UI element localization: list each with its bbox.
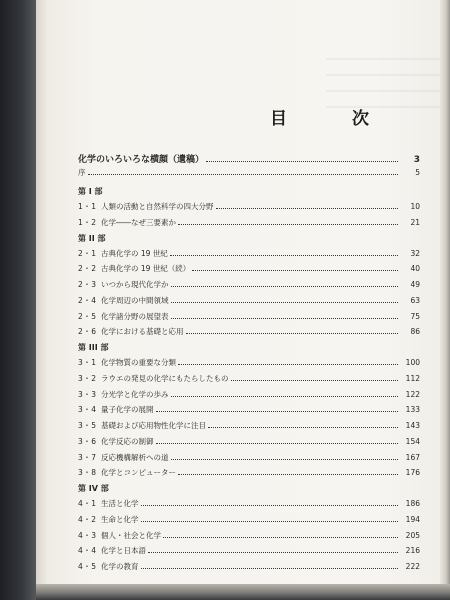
toc-part-label: 第 IV 部 (78, 484, 109, 493)
toc-entry-page: 10 (410, 202, 420, 211)
toc-entry-title: 化学とコンピューター (101, 468, 176, 478)
book-spine-shadow (0, 0, 36, 600)
toc-entry-page: 32 (410, 248, 420, 258)
toc-entry-page: 112 (405, 373, 420, 383)
toc-entry-title: 古典化学の 19 世紀 (101, 248, 168, 258)
toc-entry-title: 化学と日本語 (101, 546, 146, 556)
dot-leader (156, 443, 399, 444)
toc-entry-number: 2・4 (78, 295, 97, 305)
toc-entry-page: 167 (405, 452, 420, 462)
toc-entry-title: 人類の活動と自然科学の四大分野 (101, 202, 214, 211)
toc-entry-number: 3・5 (78, 421, 97, 430)
toc-entry-page: 222 (405, 562, 420, 571)
toc-entry (78, 199, 420, 215)
toc-entry-number: 4・5 (78, 562, 97, 571)
toc-entry-page: 154 (405, 436, 420, 446)
toc-entry-number: 4・4 (78, 546, 97, 556)
toc-entry (78, 355, 420, 371)
toc-entry-number: 1・2 (78, 217, 97, 227)
toc-entry-page: 122 (405, 389, 420, 399)
dot-leader (171, 302, 399, 303)
toc-entry-title: 古典化学の 19 世紀（続） (101, 264, 191, 274)
dot-leader (141, 521, 399, 522)
toc-entry-page: 63 (410, 295, 420, 305)
toc-entry (78, 496, 420, 512)
toc-entry-number: 4・2 (78, 514, 97, 524)
dot-leader (231, 380, 399, 381)
toc-entry-title: 個人・社会と化学 (101, 530, 161, 540)
toc-entry-title: 序 (78, 168, 86, 177)
toc-entry-title: 化学諸分野の展望表 (101, 311, 169, 321)
toc-entry-number: 3・1 (78, 358, 97, 367)
dot-leader (156, 411, 399, 412)
toc-entry-title: 化学反応の制御 (101, 436, 154, 446)
dot-leader (216, 208, 399, 209)
toc-entry-page: 3 (413, 155, 420, 165)
toc-entry-title: 化学の教育 (101, 562, 139, 571)
toc-entry (78, 465, 420, 481)
toc-entry (78, 371, 420, 387)
toc-entry-title: 基礎および応用物性化学に注目 (101, 421, 206, 430)
toc-entry (78, 167, 420, 178)
toc-entry-page: 186 (405, 499, 420, 508)
toc-entry-page: 86 (410, 327, 420, 337)
toc-entry (78, 434, 420, 450)
toc-entry-number: 3・3 (78, 389, 97, 399)
toc-part-heading (78, 340, 420, 355)
dot-leader (141, 568, 399, 569)
toc-part-label: 第 I 部 (78, 187, 103, 196)
dot-leader (171, 286, 399, 287)
toc-entry-title: 生命と化学 (101, 514, 139, 524)
toc-entry-number: 2・5 (78, 311, 97, 321)
toc-entry-number: 1・1 (78, 202, 97, 211)
dot-leader (206, 161, 398, 162)
toc-part-heading (78, 184, 420, 199)
toc-entry (78, 512, 420, 528)
dot-leader (178, 474, 398, 475)
toc-entry-number: 3・4 (78, 405, 97, 415)
toc-entry (78, 154, 420, 167)
toc-entry-number: 2・1 (78, 248, 97, 258)
toc-entry-number: 3・7 (78, 452, 97, 462)
toc-entry-page: 40 (410, 264, 420, 274)
toc-entry-page: 21 (410, 217, 420, 227)
toc-part-label: 第 III 部 (78, 343, 109, 352)
toc-entry (78, 387, 420, 403)
dot-leader (208, 427, 398, 428)
toc-entry (78, 324, 420, 340)
dot-leader (171, 318, 399, 319)
toc-entry-number: 2・2 (78, 264, 97, 274)
toc-entry-page: 176 (405, 468, 420, 478)
toc-entry (78, 261, 420, 277)
toc-entry (78, 450, 420, 466)
dot-leader (148, 552, 398, 553)
toc-entry-page: 5 (415, 168, 420, 177)
toc-entry-page: 100 (405, 358, 420, 367)
toc-entry-page: 49 (410, 280, 420, 289)
toc-entry-page: 75 (410, 311, 420, 321)
toc-entry-page: 194 (405, 514, 420, 524)
toc-entry-title: 生活と化学 (101, 499, 139, 508)
dot-leader (192, 270, 398, 271)
dot-leader (171, 396, 399, 397)
dot-leader (170, 255, 398, 256)
toc-entry-number: 3・2 (78, 373, 97, 383)
toc-part-heading (78, 481, 420, 496)
toc-entry-title: いつから現代化学か (101, 280, 169, 289)
toc-entry-title: 化学周辺の中間領域 (101, 295, 169, 305)
toc-entry-page: 205 (405, 530, 420, 540)
toc-entry (78, 309, 420, 325)
toc-entry (78, 293, 420, 309)
dot-leader (141, 505, 399, 506)
toc-entry-page: 133 (405, 405, 420, 415)
toc-entry (78, 215, 420, 231)
toc-entry (78, 559, 420, 575)
page-bottom-edge (36, 584, 450, 600)
dot-leader (88, 174, 399, 175)
toc-entry-number: 3・6 (78, 436, 97, 446)
toc-entry (78, 418, 420, 434)
dot-leader (178, 364, 398, 365)
toc-entry-number: 4・3 (78, 530, 97, 540)
toc-entry-page: 143 (405, 421, 420, 430)
dot-leader (163, 537, 398, 538)
page-fore-edge (440, 0, 450, 590)
toc-entry-title: 量子化学の展開 (101, 405, 154, 415)
toc-entry-title: 化学のいろいろな横顔（遺稿） (78, 155, 205, 165)
toc-entry (78, 528, 420, 544)
toc-entry (78, 402, 420, 418)
toc-entry-title: 分光学と化学の歩み (101, 389, 169, 399)
dot-leader (186, 333, 399, 334)
toc-entry-title: ラウエの発見の化学にもたらしたもの (101, 373, 229, 383)
toc-entry-number: 4・1 (78, 499, 97, 508)
toc-entry (78, 543, 420, 559)
toc-entry-page: 216 (405, 546, 420, 556)
toc-entry-title: 化学物質の重要な分類 (101, 358, 176, 367)
toc-entry-number: 2・6 (78, 327, 97, 337)
toc-entry-number: 3・8 (78, 468, 97, 478)
toc-entry-title: 化学――なぜ三要素か (101, 217, 176, 227)
toc-entry-title: 反応機構解析への道 (101, 452, 169, 462)
dot-leader (178, 224, 398, 225)
toc-entry-number: 2・3 (78, 280, 97, 289)
table-of-contents (78, 154, 420, 575)
toc-entry-title: 化学における基礎と応用 (101, 327, 184, 337)
toc-entry (78, 277, 420, 293)
toc-part-heading (78, 231, 420, 246)
dot-leader (171, 459, 399, 460)
toc-part-label: 第 II 部 (78, 233, 106, 243)
toc-entry (78, 246, 420, 262)
toc-heading: 目 次 (270, 109, 393, 129)
